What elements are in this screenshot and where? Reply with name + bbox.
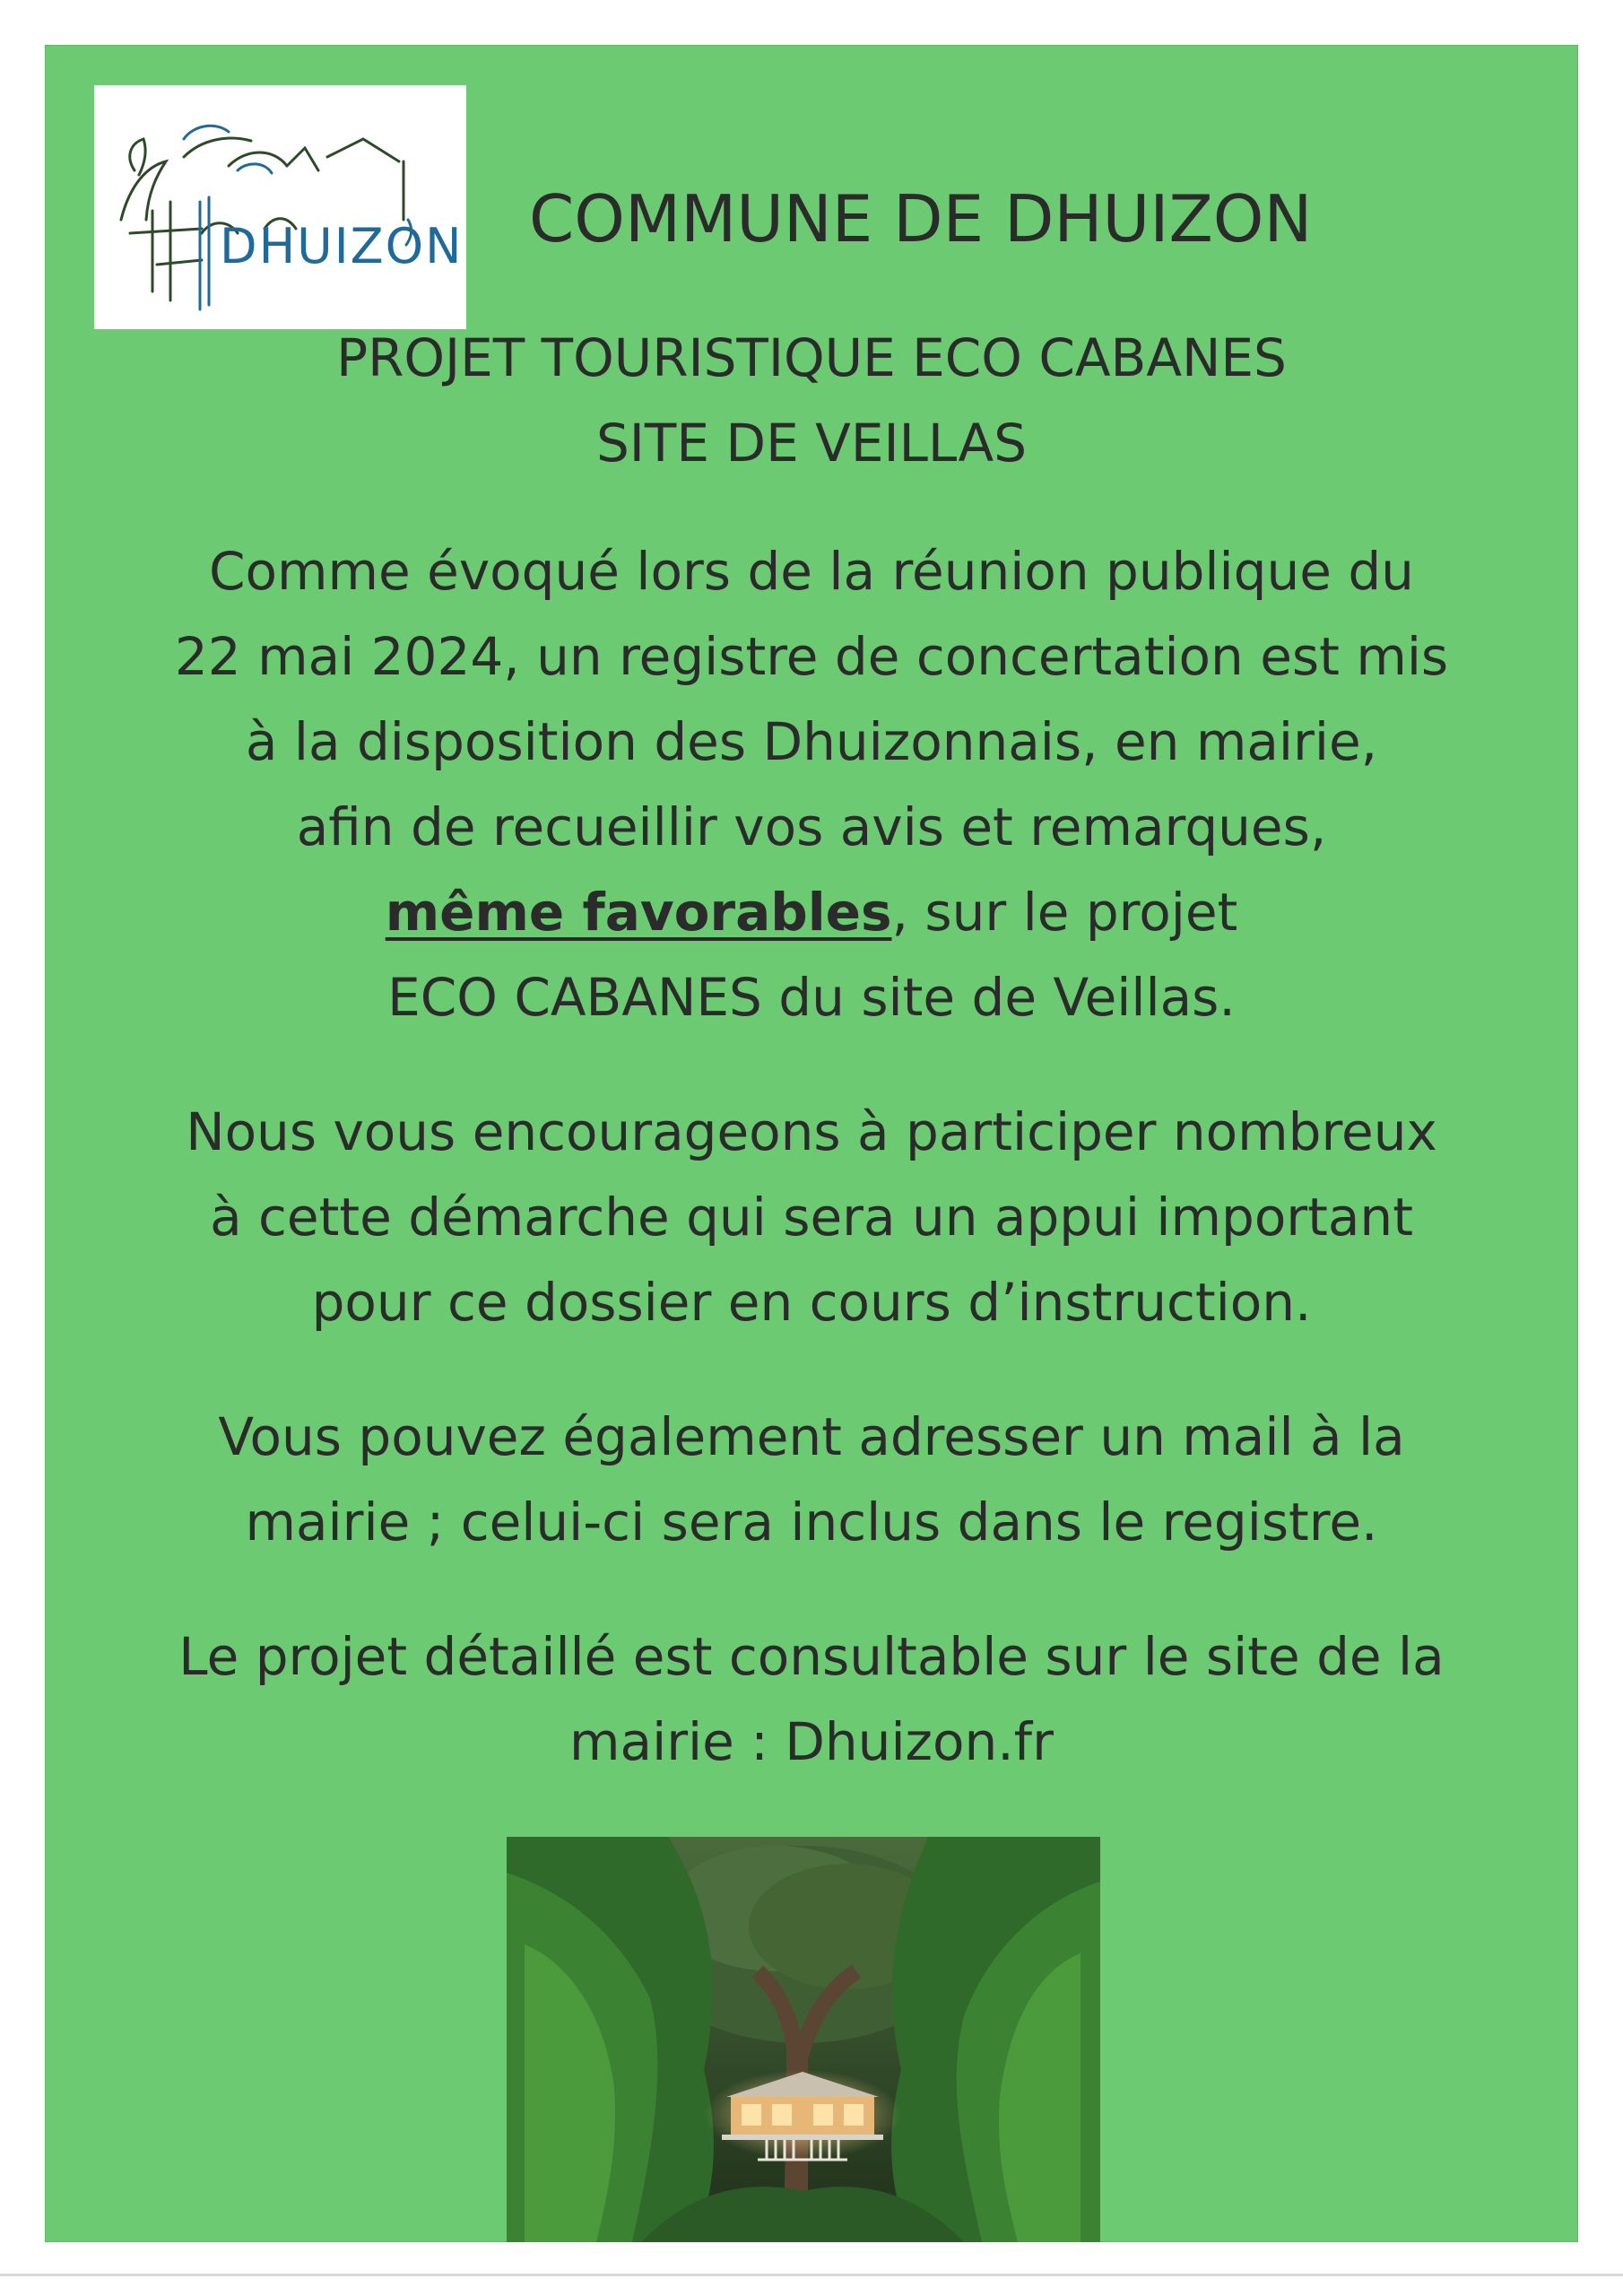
page-title: COMMUNE DE DHUIZON	[529, 181, 1313, 257]
text-line: Le projet détaillé est consultable sur le site de la	[178, 1626, 1445, 1687]
text-line: ECO CABANES du site de Veillas.	[387, 967, 1236, 1028]
dhuizon-logo-icon	[94, 85, 466, 329]
text-line: à cette démarche qui sera un appui important	[210, 1187, 1413, 1248]
text-line: 22 mai 2024, un registre de concertation est mis	[174, 626, 1449, 687]
text-line: à la disposition des Dhuizonnais, en mairie,	[245, 711, 1378, 772]
site-title: SITE DE VEILLAS	[595, 413, 1028, 474]
text-line: Comme évoqué lors de la réunion publique du	[209, 541, 1414, 602]
text-line: mairie : Dhuizon.fr	[569, 1711, 1054, 1772]
text-line: pour ce dossier en cours d’instruction.	[311, 1272, 1312, 1333]
page-edge-line	[0, 2274, 1623, 2276]
text-line: Nous vous encourageons à participer nombreux	[186, 1101, 1437, 1162]
paragraph-mail	[45, 1395, 1578, 1565]
text-line	[45, 870, 1578, 955]
paragraph-registry	[45, 529, 1578, 1040]
treehouse-photo	[507, 1837, 1100, 2242]
emphasis-text: même favorables	[385, 882, 892, 943]
project-title: PROJET TOURISTIQUE ECO CABANES	[336, 327, 1287, 388]
forest-illustration	[507, 1837, 1100, 2242]
paragraph-encourage	[45, 1090, 1578, 1345]
flyer-sheet	[45, 45, 1578, 2242]
logo	[94, 85, 466, 329]
text-line: Vous pouvez également adresser un mail à la	[218, 1406, 1405, 1467]
text-line: afin de recueillir vos avis et remarques,	[296, 796, 1327, 857]
text-line: mairie ; celui-ci sera inclus dans le registre.	[245, 1492, 1378, 1552]
logo-text: DHUIZON	[220, 218, 464, 274]
paragraph-website	[45, 1614, 1578, 1785]
text-fragment: , sur le projet	[891, 882, 1238, 943]
